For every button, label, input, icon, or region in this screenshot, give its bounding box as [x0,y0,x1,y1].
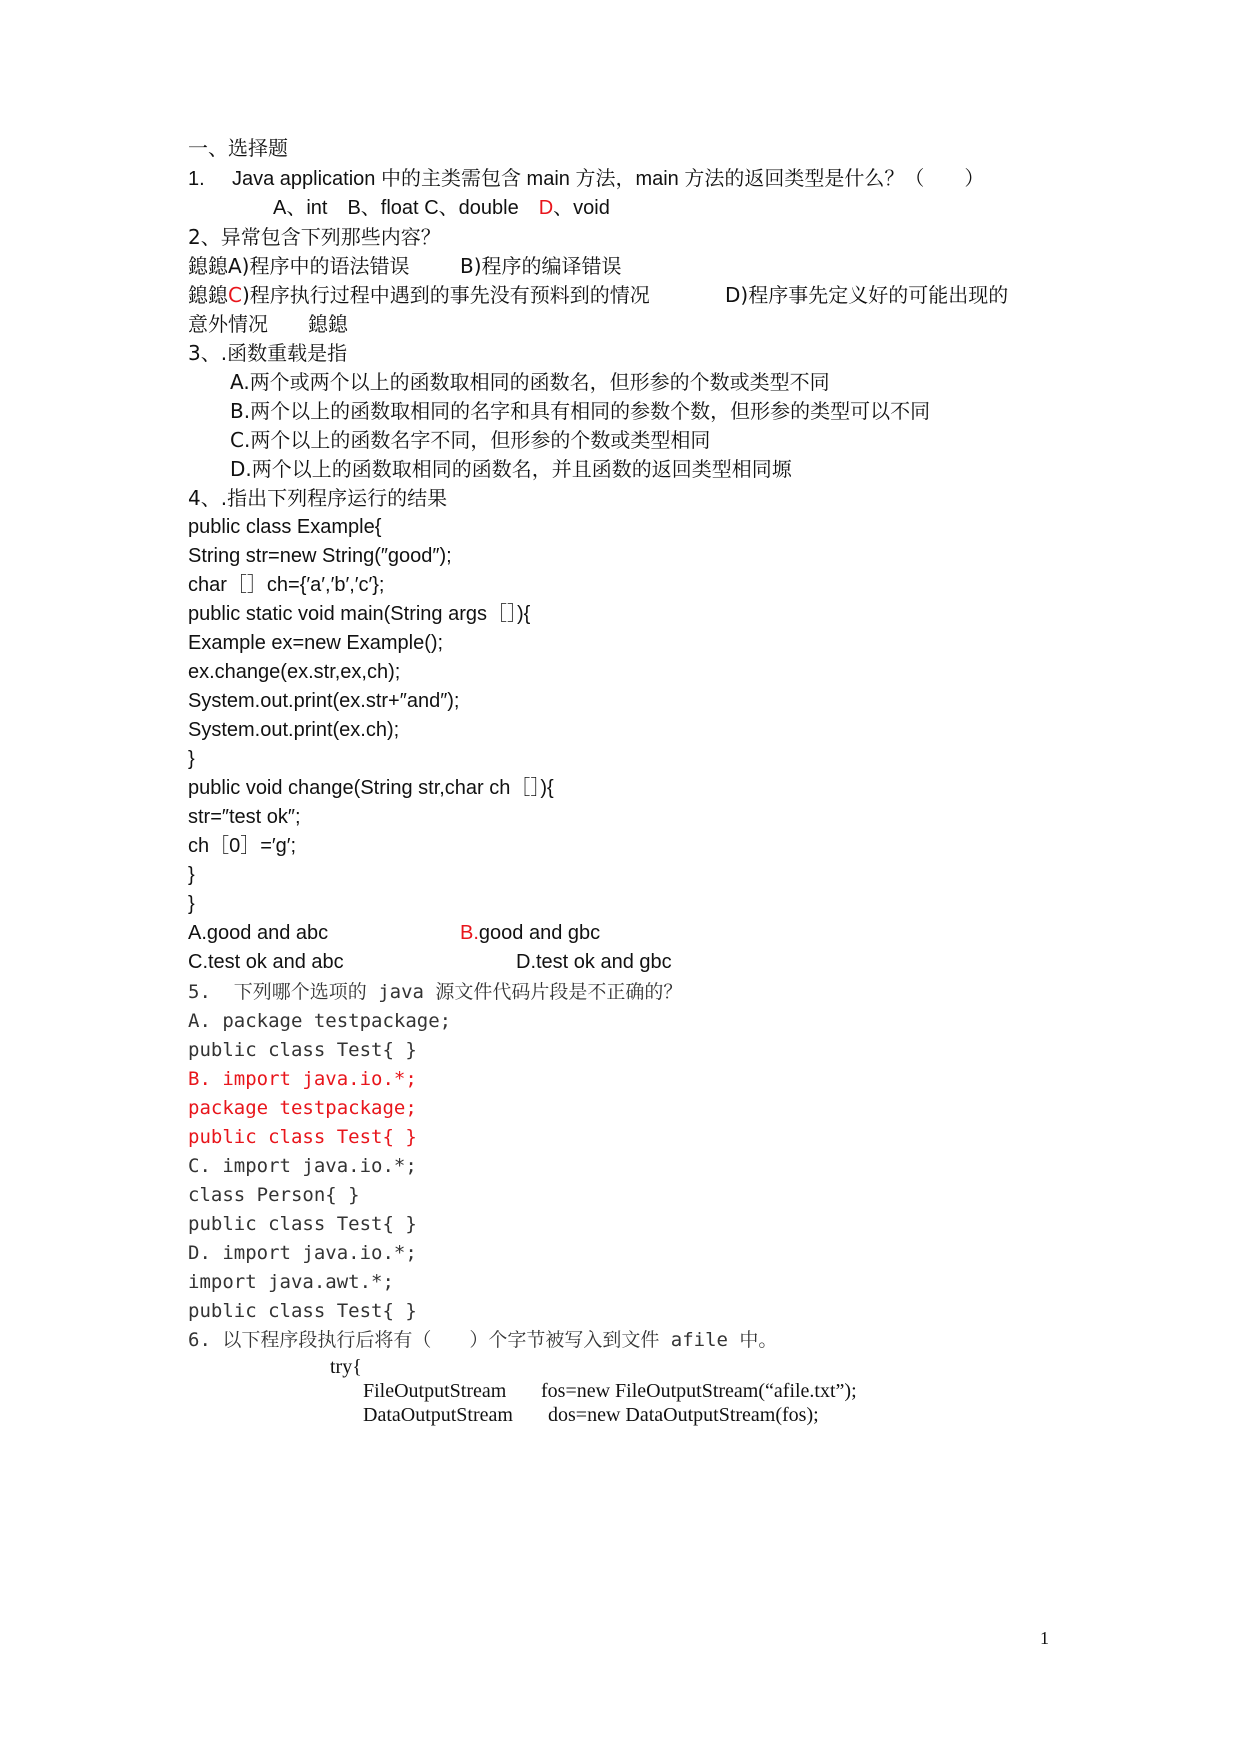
q3-opt-a: A.两个或两个以上的函数取相同的函数名，但形参的个数或类型不同 [230,370,830,394]
q1-number: 1. [188,168,205,190]
q4-code-line: } [188,864,195,886]
q2-opt-b: B)程序的编译错误 [460,254,622,278]
q4-code-line: System.out.print(ex.str+″and″); [188,690,460,712]
q2-line1 [188,253,409,279]
q4-opt-b-letter: B. [460,922,479,944]
q5-code-line-answer: package testpackage; [188,1097,417,1119]
q5-code-line: A. package testpackage; [188,1010,452,1032]
q4-code-line: ch［0］=′g′; [188,835,297,857]
q1-text: Java application 中的主类需包含 main 方法，main 方法的返回类型是什么？（ ） [232,168,985,190]
q4-code-line: ex.change(ex.str,ex,ch); [188,661,401,683]
q1-opt-d-letter: D [538,197,554,219]
q4-opt-d: D.test ok and gbc [516,951,672,973]
q6-code-type-1: FileOutputStream [363,1380,507,1402]
q2-opt-a: 程序中的语法错误 [249,254,410,278]
q4-code-line: public static void main(String args［］){ [188,603,531,625]
q4-code-line: char［］ch={′a′,′b′,′c′}; [188,574,385,596]
q5-code-line: class Person{ } [188,1184,360,1206]
q4-code-line: } [188,748,195,770]
q2-opt-d: D)程序事先定义好的可能出现的 [725,283,1009,307]
page-number: 1 [1040,1628,1049,1648]
q1-opt-d-rest: 、void [553,197,610,219]
q1-opt-b: B、float [347,197,419,219]
q2-line2 [188,282,650,308]
q2-line1-prefix: 鎴鎴A) [188,254,250,278]
q5-code-line: public class Test{ } [188,1039,417,1061]
q6-code-try: try{ [330,1356,362,1378]
q4-code-line: System.out.print(ex.ch); [188,719,400,741]
q4-code-line: str=″test ok″; [188,806,301,828]
q5-code-line: D. import java.io.*; [188,1242,417,1264]
q4-opt-b-rest: good and gbc [478,922,601,944]
q2-question: 2、异常包含下列那些内容？ [188,225,441,249]
q4-code-line: public void change(String str,char ch［］){ [188,777,554,799]
q5-code-line: public class Test{ } [188,1213,417,1235]
q3-question: 3、.函数重载是指 [188,341,348,365]
q2-opt-c: )程序执行过程中遇到的事先没有预料到的情况 [241,283,650,307]
q1-opt-c: C、double [424,197,519,219]
section-title: 一、选择题 [188,136,288,160]
q4-code-line: Example ex=new Example(); [188,632,444,654]
q3-opt-d: D.两个以上的函数取相同的函数名，并且函数的返回类型相同塬 [230,457,792,481]
q1-options [273,195,610,221]
q6-code-stmt-1: fos=new FileOutputStream(“afile.txt”); [541,1380,857,1402]
q4-question: 4、.指出下列程序运行的结果 [188,486,448,510]
q6-question: 6. 以下程序段执行后将有（ ）个字节被写入到文件 afile 中。 [188,1329,778,1351]
q2-opt-c-letter: C [228,283,242,307]
q4-opt-c: C.test ok and abc [188,951,344,973]
q6-code-type-2: DataOutputStream [363,1404,513,1426]
q2-line2-prefix: 鎴鎴 [188,283,228,307]
q4-opt-a: A.good and abc [188,922,329,944]
q4-code-line: } [188,893,195,915]
q5-code-line: public class Test{ } [188,1300,417,1322]
q1-opt-a: A、int [273,197,328,219]
q5-code-line-answer: B. import java.io.*; [188,1068,417,1090]
q4-opt-b [460,920,600,946]
q5-code-line-answer: public class Test{ } [188,1126,417,1148]
q6-code-stmt-2: dos=new DataOutputStream(fos); [548,1404,819,1426]
q5-question: 5. 下列哪个选项的 java 源文件代码片段是不正确的？ [188,981,683,1003]
q5-code-line: import java.awt.*; [188,1271,394,1293]
q3-opt-c: C.两个以上的函数名字不同，但形参的个数或类型相同 [230,428,711,452]
q4-code-line: String str=new String(″good″); [188,545,452,567]
q2-line3: 意外情况 鎴鎴 [188,312,348,336]
q3-opt-b: B.两个以上的函数取相同的名字和具有相同的参数个数，但形参的类型可以不同 [230,399,931,423]
q4-code-line: public class Example{ [188,516,382,538]
q5-code-line: C. import java.io.*; [188,1155,417,1177]
